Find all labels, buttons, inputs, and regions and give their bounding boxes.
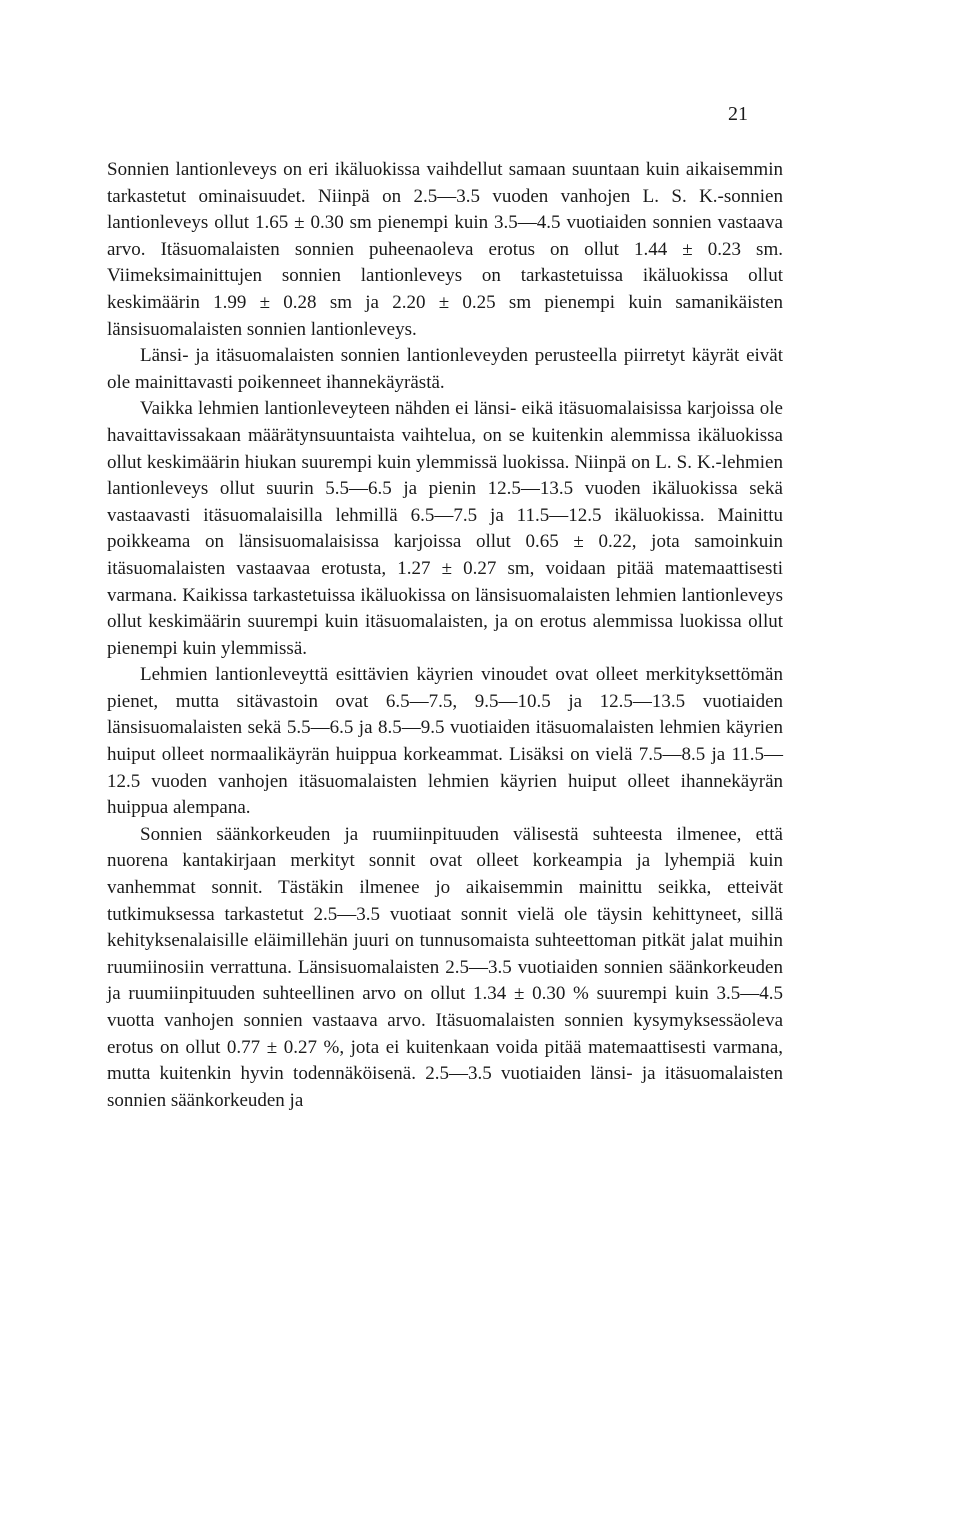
body-text <box>107 157 783 1114</box>
paragraph-pelvic-width-cows: Vaikka lehmien lantionleveyteen nähden ei länsi- eikä itäsuomalaisissa karjoissa ole havaittavissakaan määrätynsuuntaista vaihtelua, on se kuitenkin alemmissa ikäluokissa ollut keskimäärin hiukan suurempi kuin ylemmissä luokissa. Niinpä on L. S. K.-lehmien lantionleveys ollut suurin 5.5—6.5 ja pienin 12.5—13.5 vuoden ikäluokissa sekä vastaavasti itäsuomalaisilla lehmillä 6.5—7.5 ja 11.5—12.5 ikäluokissa. Mainittu poikkeama on länsisuomalaisissa karjoissa ollut 0.65 ± 0.22, jota samoinkuin itäsuomalaisten vastaavaa erotusta, 1.27 ± 0.27 sm, voidaan pitää matemaattisesti varmana. Kaikissa tarkastetuissa ikäluokissa on länsisuomalaisten lehmien lantionleveys ollut keskimäärin suurempi kuin itäsuomalaisten, ja on erotus alemmissa luokissa ollut pienempi kuin ylemmissä. <box>107 398 783 659</box>
paragraph-pelvic-width-bulls: Sonnien lantionleveys on eri ikäluokissa vaihdellut samaan suuntaan kuin aikaisemmin tarkastetut ominaisuudet. Niinpä on 2.5—3.5 vuoden vanhojen L. S. K.-sonnien lantionleveys ollut 1.65 ± 0.30 sm pienempi kuin 3.5—4.5 vuotiaiden sonnien vastaava arvo. Itäsuomalaisten sonnien puheenaoleva erotus on ollut 1.44 ± 0.23 sm. Viimeksimainittujen sonnien lantionleveys on tarkastetuissa ikäluokissa ollut keskimäärin 1.99 ± 0.28 sm ja 2.20 ± 0.25 sm pienempi kuin samanikäisten länsisuomalaisten sonnien lantionleveys. <box>107 159 783 340</box>
paragraph-curves-cows: Lehmien lantionleveyttä esittävien käyrien vinoudet ovat olleet merkityksettömän pienet, mutta sitävastoin ovat 6.5—7.5, 9.5—10.5 ja 12.5—13.5 vuotiaiden länsisuomalaisten sekä 5.5—6.5 ja 8.5—9.5 vuotiaiden itäsuomalaisten lehmien käyrien huiput olleet normaalikäyrän huippua korkeammat. Lisäksi on vielä 7.5—8.5 ja 11.5—12.5 vuoden vanhojen itäsuomalaisten lehmien käyrien huiput olleet ihannekäyrän huippua alempana. <box>107 664 783 819</box>
paragraph-height-length-ratio: Sonnien säänkorkeuden ja ruumiinpituuden välisestä suhteesta ilmenee, että nuorena kantakirjaan merkityt sonnit ovat olleet korkeampia ja lyhempiä kuin vanhemmat sonnit. Tästäkin ilmenee jo aikaisemmin mainittu seikka, etteivät tutkimuksessa tarkastetut 2.5—3.5 vuotiaat sonnit vielä ole täysin kehittyneet, sillä kehityksenalaisille eläimillehän juuri on tunnusomaista suhteettoman pitkät jalat muihin ruumiinosiin verrattuna. Länsisuomalaisten 2.5—3.5 vuotiaiden sonnien säänkorkeuden ja ruumiinpituuden suhteellinen arvo on ollut 1.34 ± 0.30 % suurempi kuin 3.5—4.5 vuotta vanhojen sonnien vastaava arvo. Itäsuomalaisten sonnien kysymyksessäoleva erotus on ollut 0.77 ± 0.27 %, jota ei kuitenkaan voida pitää matemaattisesti varmana, mutta kuitenkin hyvin todennäköisenä. 2.5—3.5 vuotiaiden länsi- ja itäsuomalaisten sonnien säänkorkeuden ja <box>107 823 783 1111</box>
page-number: 21 <box>728 103 748 125</box>
paragraph-curves-bulls: Länsi- ja itäsuomalaisten sonnien lantionleveyden perusteella piirretyt käyrät eivät ole mainittavasti poikenneet ihannekäyrästä. <box>107 345 783 393</box>
